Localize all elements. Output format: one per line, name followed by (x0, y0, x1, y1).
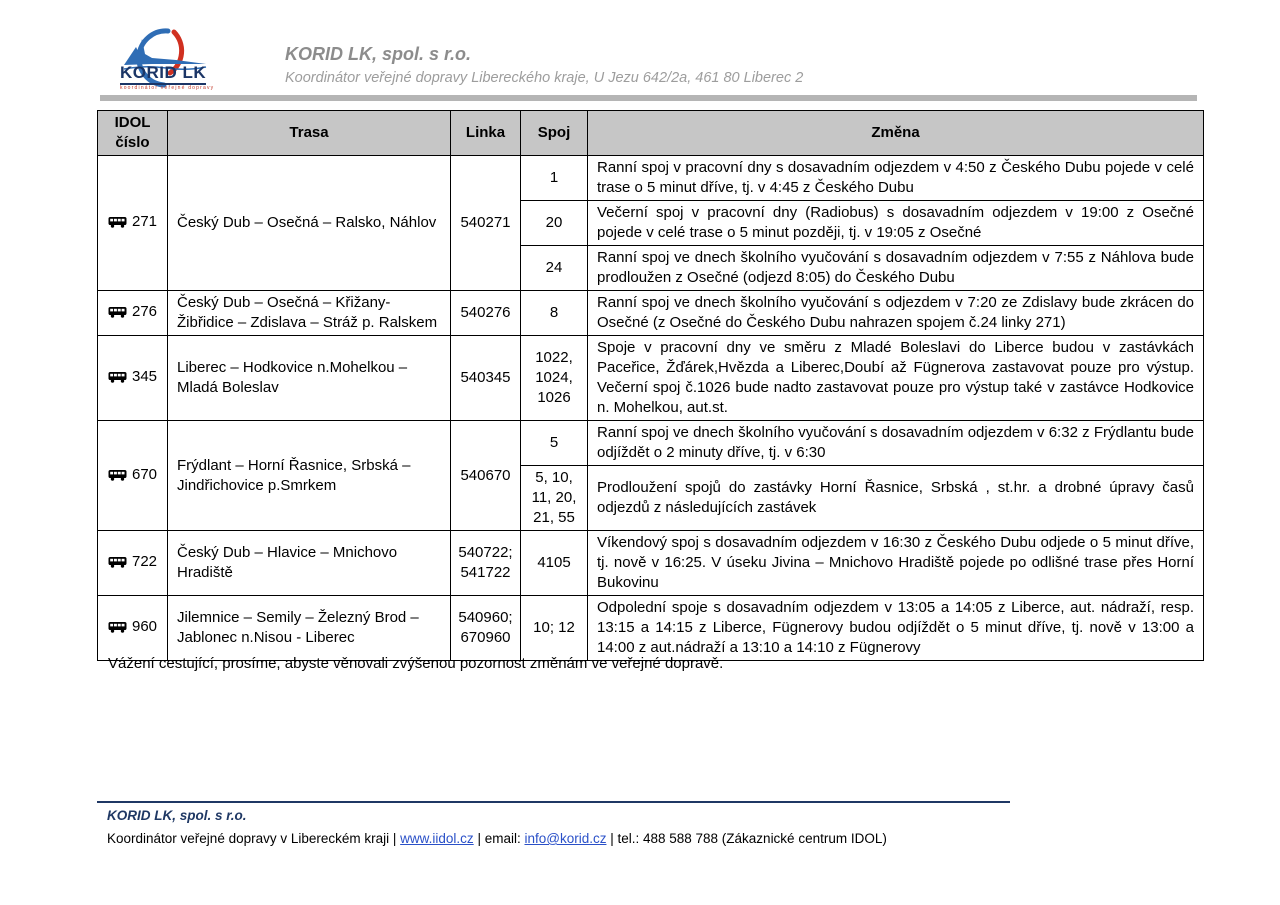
idol-number: 960 (131, 618, 158, 635)
logo-wordmark: KORID LK (120, 63, 206, 85)
trasa-cell: Český Dub – Osečná – Ralsko, Náhlov (168, 156, 451, 291)
table-row (98, 291, 1204, 336)
linka-cell: 540722; 541722 (451, 531, 521, 596)
col-header-zmena: Změna (588, 111, 1204, 156)
footer-contact-prefix: Koordinátor veřejné dopravy v Libereckém kraji | (107, 831, 401, 846)
zmena-cell: Odpolední spoje s dosavadním odjezdem v 13:05 a 14:05 z Liberce, aut. nádraží, resp. 13:15 a 14:15 z Liberce, Fügnerovy budou odjíždět o 5 minut dříve, tj. nově v 13:00 a 14:00 z aut.nádraží a 13:10 a 14:10 z Fügnerovy (588, 596, 1204, 661)
linka-cell: 540670 (451, 421, 521, 531)
iidol-website-link[interactable]: www.iidol.cz (400, 831, 474, 846)
table-row (98, 531, 1204, 596)
linka-cell: 540345 (451, 336, 521, 421)
table-row (98, 596, 1204, 661)
linka-cell: 540960; 670960 (451, 596, 521, 661)
header-divider (100, 95, 1197, 101)
footer-email-label: | email: (473, 831, 525, 846)
idol-cell (98, 336, 168, 421)
idol-number: 276 (131, 303, 158, 320)
idol-cell (98, 291, 168, 336)
logo-tagline: koordinátor veřejné dopravy (120, 85, 215, 91)
footer-contact-line (107, 831, 887, 846)
spoj-cell: 24 (521, 246, 588, 291)
bus-icon (108, 556, 127, 568)
trasa-cell: Český Dub – Hlavice – Mnichovo Hradiště (168, 531, 451, 596)
trasa-cell: Frýdlant – Horní Řasnice, Srbská – Jindřichovice p.Smrkem (168, 421, 451, 531)
spoj-cell: 5 (521, 421, 588, 466)
spoj-cell: 10; 12 (521, 596, 588, 661)
passenger-notice: Vážení cestující, prosíme, abyste věnovali zvýšenou pozornost změnám ve veřejné dopravě. (108, 655, 724, 672)
idol-number: 670 (131, 465, 158, 483)
spoj-cell: 1022, 1024, 1026 (521, 336, 588, 421)
footer-divider (97, 801, 1010, 803)
bus-icon (108, 216, 127, 228)
korid-lk-logo (106, 27, 226, 95)
col-header-spoj: Spoj (521, 111, 588, 156)
bus-icon (108, 621, 127, 633)
bus-icon (108, 469, 127, 481)
spoj-cell: 8 (521, 291, 588, 336)
trasa-cell: Český Dub – Osečná – Křižany-Žibřidice – Zdislava – Stráž p. Ralskem (168, 291, 451, 336)
zmena-cell: Spoje v pracovní dny ve směru z Mladé Boleslavi do Liberce budou v zastávkách Paceřice, Žďárek,Hvězda a Liberec,Doubí až Fügnerova zastavovat pouze pro výstup. Večerní spoj č.1026 bude nadto zastavovat pouze pro výstup také v zastávce Hodkovice n. Mohelkou, aut.st. (588, 336, 1204, 421)
col-header-linka: Linka (451, 111, 521, 156)
footer-company-name: KORID LK, spol. s r.o. (107, 808, 247, 823)
bus-icon (108, 371, 127, 383)
spoj-cell: 4105 (521, 531, 588, 596)
idol-number: 345 (131, 368, 158, 385)
korid-email-link[interactable]: info@korid.cz (524, 831, 607, 846)
idol-cell (98, 156, 168, 291)
linka-cell: 540276 (451, 291, 521, 336)
changes-table (97, 110, 1204, 661)
col-header-idol: IDOL číslo (98, 111, 168, 156)
zmena-cell: Víkendový spoj s dosavadním odjezdem v 16:30 z Českého Dubu odjede o 5 minut dříve, tj. nově v 16:25. V úseku Jivina – Mnichovo Hradiště pojede po odlišné trase přes Horní Bukovinu (588, 531, 1204, 596)
footer-contact-suffix: | tel.: 488 588 788 (Zákaznické centrum IDOL) (606, 831, 887, 846)
col-header-trasa: Trasa (168, 111, 451, 156)
bus-icon (108, 306, 127, 318)
zmena-cell: Ranní spoj ve dnech školního vyučování s dosavadním odjezdem v 7:55 z Náhlova bude prodloužen z Osečné (odjezd 8:05) do Českého Dubu (588, 246, 1204, 291)
letterhead (0, 0, 1280, 110)
zmena-cell: Ranní spoj ve dnech školního vyučování s dosavadním odjezdem v 6:32 z Frýdlantu bude odjíždět o 2 minuty dříve, tj. v 6:30 (588, 421, 1204, 466)
zmena-cell: Večerní spoj v pracovní dny (Radiobus) s dosavadním odjezdem v 19:00 z Osečné pojede v celé trase o 5 minut později, tj. v 19:05 z Osečné (588, 201, 1204, 246)
table-row (98, 156, 1204, 201)
idol-number: 271 (131, 213, 158, 230)
spoj-cell: 5, 10, 11, 20, 21, 55 (521, 466, 588, 531)
header-company-address: Koordinátor veřejné dopravy Libereckého kraje, U Jezu 642/2a, 461 80 Liberec 2 (285, 70, 804, 86)
idol-number: 722 (131, 553, 158, 570)
changes-table-container (97, 110, 1203, 661)
trasa-cell: Liberec – Hodkovice n.Mohelkou – Mladá Boleslav (168, 336, 451, 421)
idol-cell (98, 421, 168, 531)
zmena-cell: Ranní spoj v pracovní dny s dosavadním odjezdem v 4:50 z Českého Dubu pojede v celé trase o 5 minut dříve, tj. v 4:45 z Českého Dubu (588, 156, 1204, 201)
linka-cell: 540271 (451, 156, 521, 291)
zmena-cell: Prodloužení spojů do zastávky Horní Řasnice, Srbská , st.hr. a drobné úpravy časů odjezdů z následujících zastávek (588, 466, 1204, 531)
idol-cell (98, 531, 168, 596)
zmena-cell: Ranní spoj ve dnech školního vyučování s odjezdem v 7:20 ze Zdislavy bude zkrácen do Osečné (z Osečné do Českého Dubu nahrazen spojem č.24 linky 271) (588, 291, 1204, 336)
spoj-cell: 1 (521, 156, 588, 201)
table-header-row (98, 111, 1204, 156)
table-row (98, 421, 1204, 466)
trasa-cell: Jilemnice – Semily – Železný Brod – Jablonec n.Nisou - Liberec (168, 596, 451, 661)
idol-cell (98, 596, 168, 661)
header-company-name: KORID LK, spol. s r.o. (285, 44, 472, 64)
table-row (98, 336, 1204, 421)
spoj-cell: 20 (521, 201, 588, 246)
